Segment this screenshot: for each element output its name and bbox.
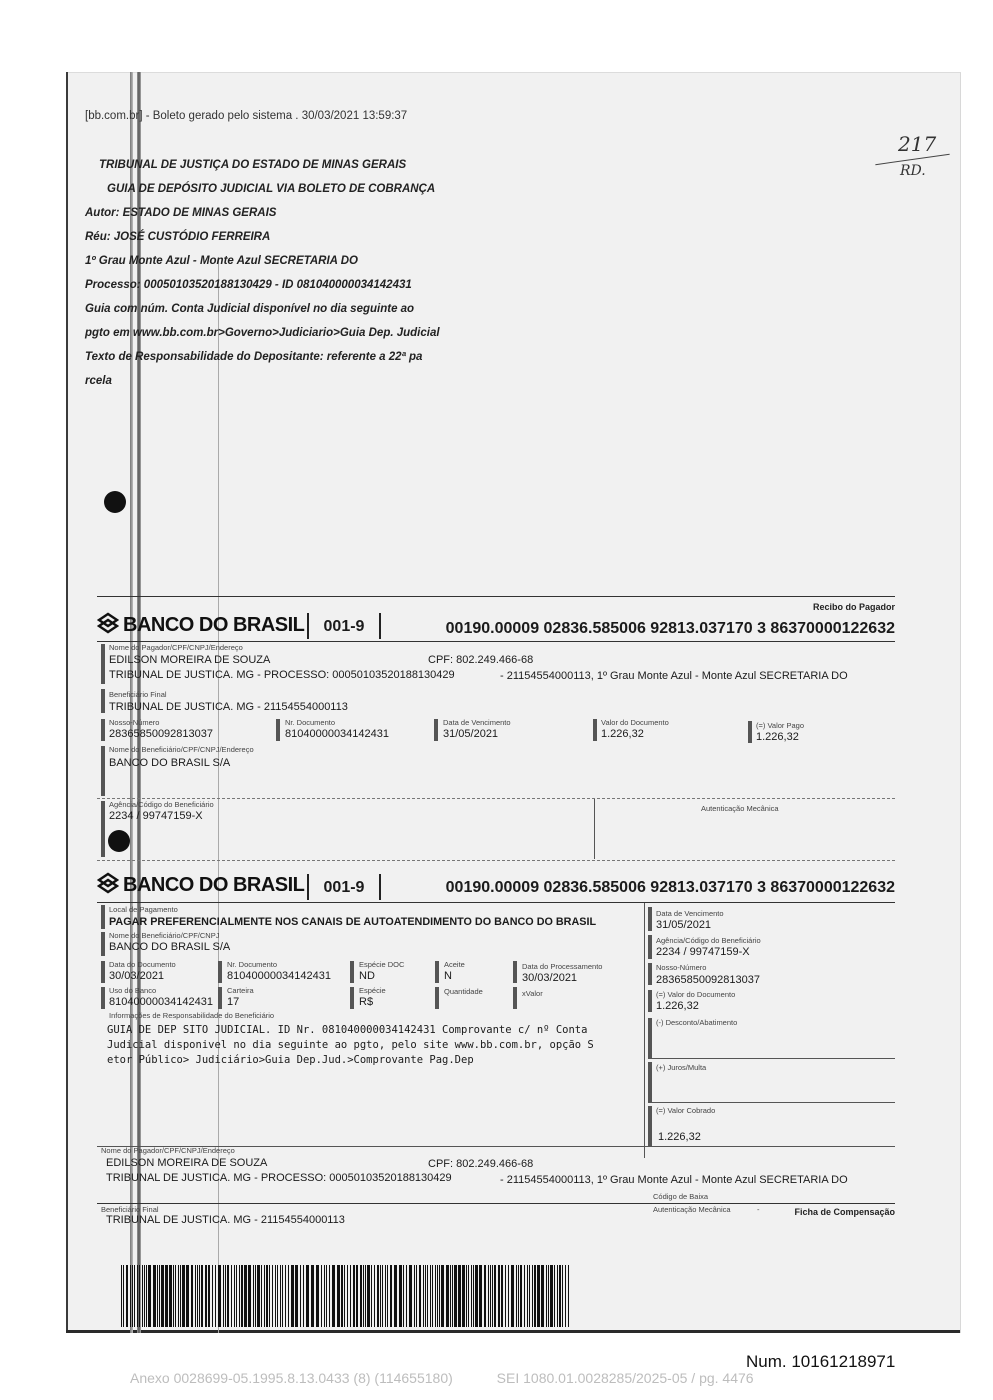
field-mark [276,719,280,741]
barcode-bar [488,1265,489,1327]
document-number: Num. 10161218971 [746,1352,896,1371]
barcode-bar [329,1265,330,1327]
barcode-bar [468,1265,469,1327]
valor-doc: 1.226,32 [656,1000,699,1012]
rule [97,1203,895,1204]
barcode-bar [377,1265,379,1327]
barcode-bar [161,1265,164,1327]
barcode-bar [153,1265,156,1327]
barcode-bar [144,1265,145,1327]
barcode-bar [565,1265,566,1327]
anexo-ref: Anexo 0028699-05.1995.8.13.0433 (8) (114655180) [130,1370,453,1386]
bank-name: BANCO DO BRASIL [123,874,305,896]
barcode-bar [458,1265,461,1327]
barcode-bar [223,1265,224,1327]
barcode-bar [452,1265,453,1327]
barcode-bar [511,1265,514,1327]
carteira: 17 [227,996,240,1008]
barcode-bar [197,1265,198,1327]
barcode-bar [501,1265,503,1327]
barcode-bar [494,1265,496,1327]
barcode-bar [311,1265,314,1327]
nosso-numero: 28365850092813037 [656,974,761,986]
barcode-bar [306,1265,309,1327]
barcode-bar [266,1265,268,1327]
barcode-bar [382,1265,383,1327]
barcode-bar [557,1265,558,1327]
barcode-bar [437,1265,438,1327]
autent-label: Autenticação Mecânica [701,804,779,813]
barcode-bar [380,1265,381,1327]
linha-digitavel: 00190.00009 02836.585006 92813.037170 3 86370000122632 [445,620,895,637]
barcode-bar [241,1265,243,1327]
barcode-bar [280,1265,281,1327]
barcode-bar [182,1265,185,1327]
barcode-bar [316,1265,319,1327]
barcode-bar [439,1265,440,1327]
barcode-bar [218,1265,221,1327]
pagador-name: EDILSON MOREIRA DE SOUZA [109,654,271,666]
footer-reference [130,1370,794,1386]
nosso-numero: 28365850092813037 [109,728,214,740]
barcode-bar [423,1265,424,1327]
bank-logo [97,612,304,637]
field-mark [101,644,105,684]
barcode-bar [236,1265,237,1327]
barcode-bar [261,1265,262,1327]
barcode-bar [425,1265,426,1327]
pagador-label: Nome do Pagador/CPF/CNPJ/Endereço [101,1146,235,1155]
barcode-bar [121,1265,122,1327]
cod-baixa-label: Código de Baixa [653,1192,709,1201]
venc: 31/05/2021 [443,728,499,740]
barcode-bar [337,1265,340,1327]
barcode-bar [466,1265,467,1327]
barcode-bar [134,1265,135,1327]
barcode [121,1265,569,1327]
barcode-bar [234,1265,235,1327]
barcode-bar [244,1265,247,1327]
barcode-bar [253,1265,254,1327]
field-mark [350,961,354,983]
bank-logo [97,872,304,897]
barcode-bar [195,1265,196,1327]
field-mark [648,1106,652,1146]
guide-line: Guia com núm. Conta Judicial disponível no dia seguinte ao [85,303,415,315]
valor-cobrado-label: (=) Valor Cobrado [656,1106,716,1115]
benef-final: TRIBUNAL DE JUSTICA. MG - 21154554000113 [106,1214,345,1226]
valor-pago-label: (=) Valor Pago [756,721,805,730]
barcode-bar [450,1265,451,1327]
barcode-bar [367,1265,370,1327]
barcode-bar [527,1265,528,1327]
barcode-bar [534,1265,536,1327]
barcode-bar [300,1265,301,1327]
venc: 31/05/2021 [656,919,712,931]
venc-label: Data de Vencimento [656,909,724,918]
barcode-bar [409,1265,412,1327]
handwritten-page-number: 217 [898,132,937,156]
pagador-name: EDILSON MOREIRA DE SOUZA [106,1157,268,1169]
data-doc-label: Data do Documento [109,960,176,969]
barcode-bar [518,1265,519,1327]
barcode-bar [341,1265,343,1327]
guide-line: GUIA DE DEPÓSITO JUDICIAL VIA BOLETO DE COBRANÇA [107,183,436,195]
carteira-label: Carteira [227,986,254,995]
handwritten-initials: RD. [900,163,926,179]
barcode-bar [285,1265,286,1327]
barcode-bar [454,1265,457,1327]
barcode-bar [403,1265,404,1327]
barcode-bar [215,1265,216,1327]
barcode-bar [353,1265,355,1327]
nr-doc: 81040000034142431 [227,970,332,982]
data-proc-label: Data do Processamento [522,962,603,971]
barcode-bar [282,1265,283,1327]
valor-doc-label: (=) Valor do Documento [656,990,736,999]
scan-edge-bottom [66,1330,960,1333]
barcode-bar [201,1265,203,1327]
local: PAGAR PREFERENCIALMENTE NOS CANAIS DE AUTOATENDIMENTO DO BANCO DO BRASIL [109,916,597,928]
field-mark [101,689,105,713]
barcode-bar [257,1265,260,1327]
field-mark [513,987,517,1009]
nr-doc: 81040000034142431 [285,728,390,740]
barcode-bar [169,1265,172,1327]
field-mark [648,1062,652,1102]
barcode-bar [516,1265,517,1327]
pagador-cpf: CPF: 802.249.466-68 [428,1158,534,1170]
barcode-bar [303,1265,304,1327]
rule [648,1058,895,1059]
recibo-pagador [97,596,895,866]
barcode-bar [419,1265,421,1327]
benef-label: Nome do Beneficiário/CPF/CNPJ/Endereço [109,745,254,754]
barcode-bar [248,1265,251,1327]
ficha-compensacao [97,870,895,1230]
barcode-bar [205,1265,207,1327]
pagador-label: Nome do Pagador/CPF/CNPJ/Endereço [109,643,243,652]
barcode-bar [132,1265,133,1327]
barcode-bar [554,1265,555,1327]
guide-line: 1º Grau Monte Azul - Monte Azul SECRETARIA DO [85,255,358,267]
barcode-bar [524,1265,525,1327]
barcode-bar [137,1265,138,1327]
field-mark [648,963,652,985]
valor-pago: 1.226,32 [756,731,799,743]
barcode-bar [562,1265,563,1327]
local-label: Local de Pagamento [109,905,178,914]
field-mark [435,961,439,983]
valor-doc-label: Valor do Documento [601,718,669,727]
benef-final-label: Beneficiário Final [109,690,167,699]
valor-doc: 1.226,32 [601,728,644,740]
field-mark [101,987,105,1009]
uso-banco-label: Uso do Banco [109,986,157,995]
barcode-bar [142,1265,143,1327]
barcode-bar [123,1265,124,1327]
barcode-bar [225,1265,226,1327]
barcode-bar [548,1265,549,1327]
barcode-bar [559,1265,561,1327]
barcode-bar [291,1265,294,1327]
nr-doc-label: Nr. Documento [227,960,278,969]
benef-final: TRIBUNAL DE JUSTICA. MG - 21154554000113 [109,701,348,713]
barcode-bar [272,1265,273,1327]
pagador-addr1: TRIBUNAL DE JUSTICA. MG - PROCESSO: 00050103520188130429 [106,1172,452,1184]
divider [594,799,595,859]
barcode-bar [568,1265,569,1327]
juros-label: (+) Juros/Multa [656,1063,707,1072]
benef-final-label: Beneficiário Final [101,1205,159,1214]
barcode-bar [212,1265,213,1327]
rule [97,860,895,862]
punch-hole [104,491,126,513]
rule [97,902,895,903]
agencia-label: Agência/Código do Beneficiário [656,936,761,945]
benef-label: Nome do Beneficiário/CPF/CNPJ [109,931,220,940]
pagador-cpf: CPF: 802.249.466-68 [428,654,534,666]
barcode-bar [326,1265,327,1327]
barcode-bar [363,1265,364,1327]
barcode-bar [344,1265,345,1327]
especie-doc-label: Espécie DOC [359,960,405,969]
barcode-bar [157,1265,158,1327]
barcode-bar [191,1265,193,1327]
barcode-bar [350,1265,351,1327]
barcode-bar [505,1265,506,1327]
recibo-title: Recibo do Pagador [812,602,895,612]
field-mark [218,987,222,1009]
valor-cobrado: 1.226,32 [658,1131,701,1143]
barcode-bar [277,1265,278,1327]
barcode-bar [541,1265,544,1327]
rule [97,641,895,642]
pagador-addr1: TRIBUNAL DE JUSTICA. MG - PROCESSO: 00050103520188130429 [109,669,455,681]
field-mark [101,961,105,983]
info-label: Informações de Responsabilidade do Beneficiário [109,1011,275,1020]
field-mark [350,987,354,1009]
field-mark [648,1018,652,1058]
barcode-bar [374,1265,375,1327]
sei-ref: SEI 1080.01.0028285/2025-05 / pg. 4476 [496,1370,754,1386]
field-mark [434,719,438,741]
barcode-bar [473,1265,474,1327]
agencia: 2234 / 99747159-X [109,810,203,822]
data-proc: 30/03/2021 [522,972,578,984]
field-mark [593,719,597,741]
especie-doc: ND [359,970,375,982]
barcode-bar [399,1265,402,1327]
nosso-numero-label: Nosso-Número [109,718,160,727]
barcode-bar [406,1265,407,1327]
uso-banco: 81040000034142431 [109,996,214,1008]
guide-line: Autor: ESTADO DE MINAS GERAIS [85,207,277,219]
barcode-bar [441,1265,444,1327]
aceite: N [444,970,452,982]
bank-code: 001-9 [307,874,381,900]
barcode-bar [255,1265,256,1327]
field-mark [101,801,105,857]
barcode-bar [231,1265,232,1327]
guide-line: TRIBUNAL DE JUSTIÇA DO ESTADO DE MINAS GERAIS [99,159,407,171]
barcode-bar [175,1265,176,1327]
nr-doc-label: Nr. Documento [285,718,336,727]
barcode-bar [471,1265,472,1327]
desconto-label: (-) Desconto/Abatimento [656,1018,738,1027]
barcode-bar [508,1265,509,1327]
barcode-bar [356,1265,358,1327]
guide-text [85,158,505,398]
barcode-bar [186,1265,189,1327]
especie: R$ [359,996,374,1008]
barcode-bar [475,1265,478,1327]
field-mark [748,721,752,743]
rule [648,1102,895,1103]
barcode-bar [227,1265,229,1327]
field-mark [513,961,517,983]
field-mark [101,719,105,741]
field-mark [218,961,222,983]
especie-label: Espécie [359,986,386,995]
venc-label: Data de Vencimento [443,718,511,727]
guide-line: Réu: JOSÉ CUSTÓDIO FERREIRA [85,231,271,243]
barcode-bar [165,1265,168,1327]
info-line: Judicial disponivel no dia seguinte ao pgto, pelo site www.bb.com.br, opção S [107,1039,594,1051]
barcode-bar [532,1265,533,1327]
barcode-bar [126,1265,128,1327]
field-mark [648,907,652,931]
benef: BANCO DO BRASIL S/A [109,757,231,769]
guide-line: Processo: 00050103520188130429 - ID 081040000034142431 [85,279,412,291]
bank-logo-icon [97,612,119,634]
barcode-bar [324,1265,325,1327]
autent-dash: - [757,1205,760,1214]
barcode-bar [371,1265,372,1327]
barcode-bar [550,1265,553,1327]
barcode-bar [387,1265,388,1327]
barcode-bar [288,1265,289,1327]
barcode-bar [385,1265,386,1327]
barcode-bar [208,1265,210,1327]
barcode-bar [394,1265,397,1327]
barcode-bar [332,1265,335,1327]
barcode-bar [148,1265,151,1327]
pagador-addr2: - 21154554000113, 1º Grau Monte Azul - Monte Azul SECRETARIA DO [500,1174,848,1186]
barcode-bar [492,1265,493,1327]
barcode-bar [498,1265,500,1327]
barcode-bar [269,1265,270,1327]
divider [644,903,645,1158]
barcode-bar [178,1265,179,1327]
xvalor-label: xValor [522,989,543,998]
barcode-bar [414,1265,415,1327]
barcode-bar [529,1265,530,1327]
field-mark [101,746,105,796]
aceite-label: Aceite [444,960,465,969]
barcode-bar [239,1265,240,1327]
nosso-numero-label: Nosso-Número [656,963,707,972]
barcode-bar [173,1265,174,1327]
data-doc: 30/03/2021 [109,970,165,982]
header-line: [bb.com.br] - Boleto gerado pelo sistema . 30/03/2021 13:59:37 [85,110,408,122]
barcode-bar [390,1265,392,1327]
ficha-label: Ficha de Compensação [794,1207,895,1217]
barcode-bar [275,1265,276,1327]
bank-code: 001-9 [307,613,381,639]
barcode-bar [365,1265,366,1327]
barcode-bar [479,1265,482,1327]
barcode-bar [490,1265,491,1327]
barcode-bar [432,1265,433,1327]
guide-line: Texto de Responsabilidade do Depositante: referente a 22ª pa [85,351,423,363]
info-line: GUIA DE DEP SITO JUDICIAL. ID Nr. 081040000034142431 Comprovante c/ nº Conta [107,1024,588,1036]
autent-label: Autenticação Mecânica [653,1205,731,1214]
bank-logo-icon [97,872,119,894]
barcode-bar [360,1265,362,1327]
barcode-bar [435,1265,436,1327]
rule [97,798,895,800]
barcode-bar [546,1265,547,1327]
barcode-bar [427,1265,428,1327]
bank-name: BANCO DO BRASIL [123,614,305,636]
barcode-bar [146,1265,147,1327]
field-mark [648,935,652,959]
barcode-bar [416,1265,417,1327]
agencia: 2234 / 99747159-X [656,946,750,958]
barcode-bar [199,1265,200,1327]
barcode-bar [462,1265,465,1327]
scan-edge [66,72,68,1333]
barcode-bar [537,1265,540,1327]
barcode-bar [321,1265,322,1327]
barcode-bar [484,1265,486,1327]
barcode-bar [180,1265,181,1327]
barcode-bar [139,1265,140,1327]
field-mark [101,932,105,956]
guide-line: pgto em www.bb.com.br>Governo>Judiciario>Guia Dep. Judicial [85,327,440,339]
field-mark [101,905,105,929]
info-line: etor Público> Judiciário>Guia Dep.Jud.>Comprovante Pag.Dep [107,1054,474,1066]
barcode-bar [347,1265,348,1327]
benef: BANCO DO BRASIL S/A [109,941,231,953]
barcode-bar [130,1265,131,1327]
barcode-bar [159,1265,160,1327]
slip-top-rule [97,596,895,597]
barcode-bar [520,1265,522,1327]
agencia-label: Agência/Código do Beneficiário [109,800,214,809]
field-mark [648,990,652,1012]
field-mark [435,987,439,1009]
guide-line: rcela [85,375,112,387]
barcode-bar [446,1265,449,1327]
quantidade-label: Quantidade [444,987,483,996]
barcode-bar [295,1265,298,1327]
barcode-bar [430,1265,431,1327]
linha-digitavel: 00190.00009 02836.585006 92813.037170 3 86370000122632 [445,879,895,896]
barcode-bar [264,1265,265,1327]
pagador-addr2: - 21154554000113, 1º Grau Monte Azul - Monte Azul SECRETARIA DO [500,670,848,682]
